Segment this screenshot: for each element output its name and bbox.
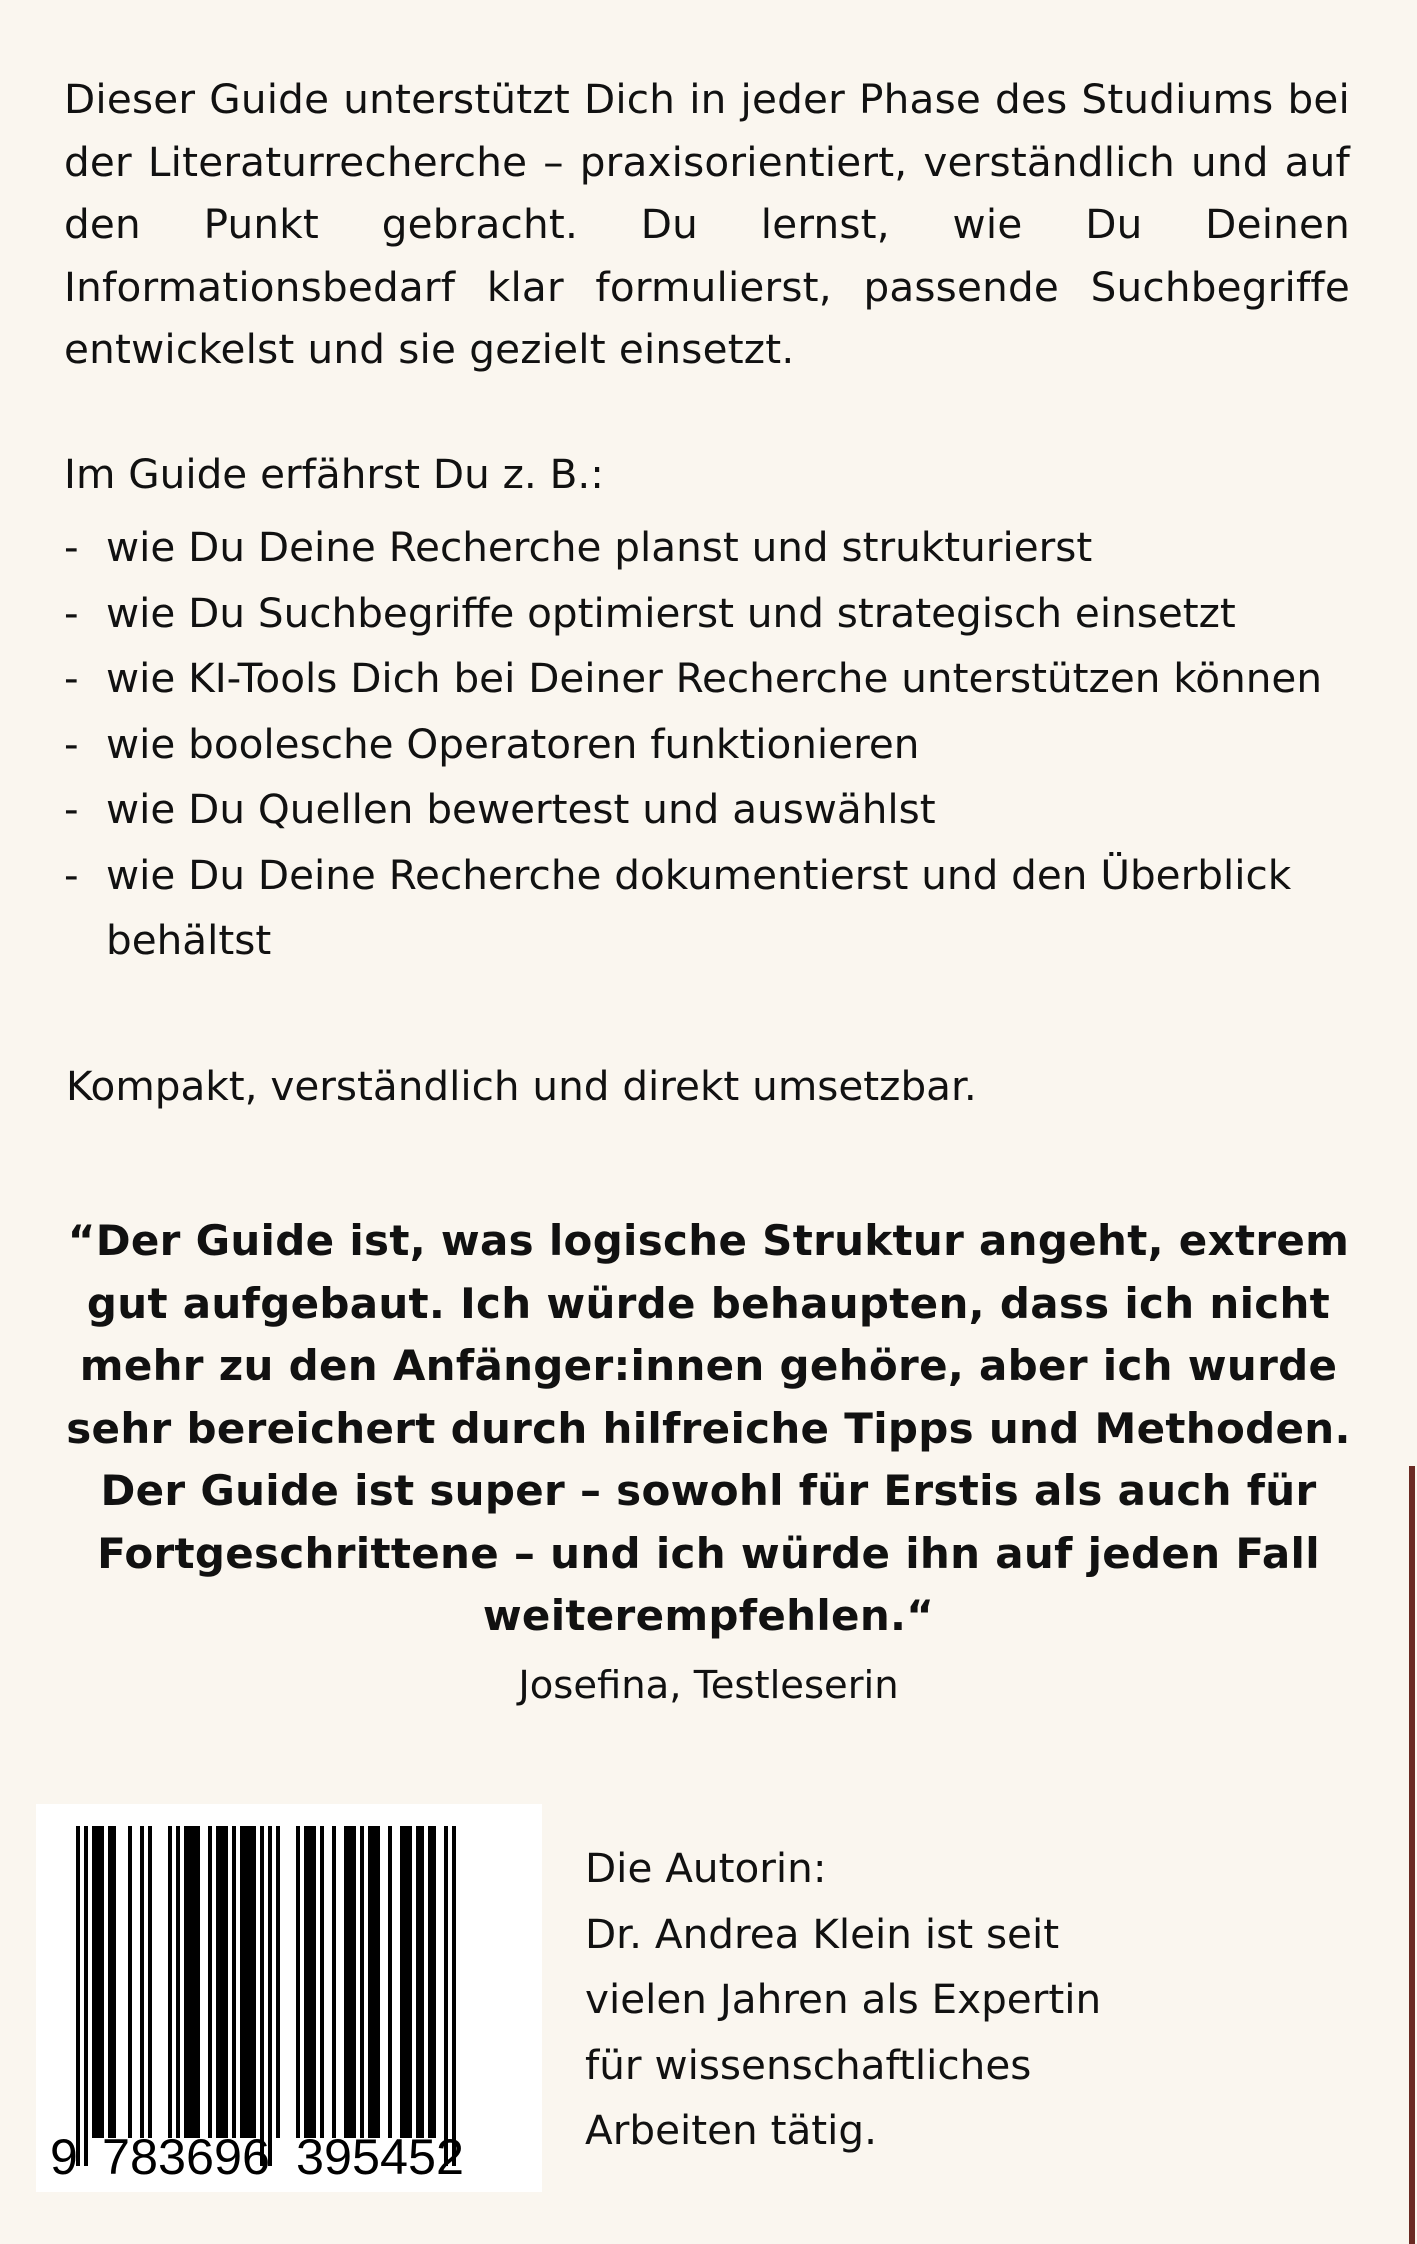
author-bio-line: vielen Jahren als Expertin <box>585 1975 1102 2023</box>
barcode-bar <box>128 1826 132 2138</box>
list-item: - wie Du Suchbegriffe optimierst und strategisch einsetzt <box>64 581 1364 647</box>
barcode-bar <box>192 1826 196 2138</box>
author-bio-line: für wissenschaftliches <box>585 2040 1032 2089</box>
barcode-bar <box>112 1826 116 2138</box>
testimonial-quote: “Der Guide ist, was logische Struktur angeht, extrem gut aufgebaut. Ich würde behaupten, dass ich nicht mehr zu den Anfänger:innen gehöre, aber ich wurde sehr bereichert durch hilfreiche Tipps und Methoden. Der Guide ist super – sowohl für Erstis als auch für Fortgeschrittene – und ich würde ihn auf jeden Fall weiterempfehlen.“ <box>66 1216 1351 1640</box>
barcode-bar <box>372 1826 376 2138</box>
barcode-bar <box>168 1826 172 2138</box>
barcode-bar <box>404 1826 408 2138</box>
barcode-bar <box>308 1826 312 2138</box>
author-bio-line: Arbeiten tätig. <box>585 2106 877 2154</box>
list-item: - wie boolesche Operatoren funktionieren <box>64 712 1364 778</box>
barcode-bar <box>108 1826 112 2138</box>
bullet-dash: - <box>64 850 79 899</box>
barcode-bar <box>84 1826 88 2166</box>
barcode-bar <box>360 1826 364 2138</box>
barcode-bar <box>184 1826 188 2138</box>
barcode-bar <box>344 1826 348 2138</box>
barcode-bar <box>368 1826 372 2138</box>
barcode-bar <box>276 1826 280 2138</box>
barcode-bar <box>92 1826 96 2138</box>
barcode-bar <box>352 1826 356 2138</box>
barcode-bar <box>388 1826 392 2138</box>
barcode-bar <box>140 1826 144 2138</box>
barcode-bar <box>428 1826 432 2138</box>
barcode-bar <box>348 1826 352 2138</box>
testimonial-source: Josefina, Testleserin <box>518 1663 899 1708</box>
author-block <box>585 1836 1205 2164</box>
barcode-bar <box>452 1826 456 2166</box>
barcode-bar <box>416 1826 420 2138</box>
barcode-bar <box>220 1826 224 2138</box>
barcode-right-digits: 395452 <box>296 2129 464 2185</box>
bullet-dash: - <box>64 654 79 702</box>
barcode-bar <box>252 1826 256 2138</box>
barcode-left-digits: 783696 <box>102 2129 270 2185</box>
barcode-bar <box>444 1826 448 2166</box>
barcode-bar <box>100 1826 104 2138</box>
bullet-dash: - <box>64 785 79 833</box>
barcode-bar <box>268 1826 272 2166</box>
barcode-bar <box>208 1826 212 2138</box>
barcode-bar <box>196 1826 200 2138</box>
barcode-bar <box>260 1826 264 2166</box>
barcode-bar <box>232 1826 236 2138</box>
barcode-lead-digit: 9 <box>50 2129 78 2185</box>
author-heading: Die Autorin: <box>585 1844 827 1892</box>
barcode-bar <box>76 1826 80 2166</box>
list-item: - wie KI-Tools Dich bei Deiner Recherche unterstützen können <box>64 646 1364 712</box>
bullet-dash: - <box>64 523 79 571</box>
barcode-bar <box>408 1826 412 2138</box>
cover-edge-accent <box>1409 1466 1415 2244</box>
list-item: - wie Du Deine Recherche dokumentierst und den Überblick behältst <box>64 843 1364 974</box>
author-bio-line: Dr. Andrea Klein ist seit <box>585 1909 1060 1958</box>
barcode-bar <box>432 1826 436 2138</box>
barcode-bar <box>400 1826 404 2138</box>
barcode-bar <box>188 1826 192 2138</box>
barcode-bar <box>320 1826 324 2138</box>
barcode-bar <box>420 1826 424 2138</box>
barcode-bar <box>332 1826 336 2138</box>
barcode-bar <box>248 1826 252 2138</box>
list-item: - wie Du Quellen bewertest und auswählst <box>64 777 1364 843</box>
barcode-bar <box>296 1826 300 2138</box>
bullet-dash: - <box>64 588 79 637</box>
barcode-graphic <box>36 1804 542 2192</box>
barcode-bar <box>376 1826 380 2138</box>
intro-paragraph: Dieser Guide unterstützt Dich in jeder Phase des Studiums bei der Literaturrecherche – praxisorientiert, verständlich und auf den Punkt gebracht. Du lernst, wie Du Deinen Informationsbedarf klar formulierst, passende Suchbegriffe entwickelst und sie gezielt einsetzt. <box>64 75 1350 373</box>
barcode-bar <box>96 1826 100 2138</box>
bullet-dash: - <box>64 719 79 768</box>
feature-list <box>64 515 1364 974</box>
list-heading: Im Guide erfährst Du z. B.: <box>64 450 604 498</box>
list-item: - wie Du Deine Recherche planst und strukturierst <box>64 515 1364 581</box>
barcode-bar <box>148 1826 152 2138</box>
barcode-bar <box>240 1826 244 2138</box>
barcode-bar <box>224 1826 228 2138</box>
barcode-bar <box>244 1826 248 2138</box>
summary-line: Kompakt, verständlich und direkt umsetzbar. <box>66 1062 977 1110</box>
barcode-bar <box>304 1826 308 2138</box>
barcode-bar <box>216 1826 220 2138</box>
isbn-barcode <box>36 1804 542 2192</box>
barcode-bar <box>176 1826 180 2138</box>
barcode-bar <box>312 1826 316 2138</box>
